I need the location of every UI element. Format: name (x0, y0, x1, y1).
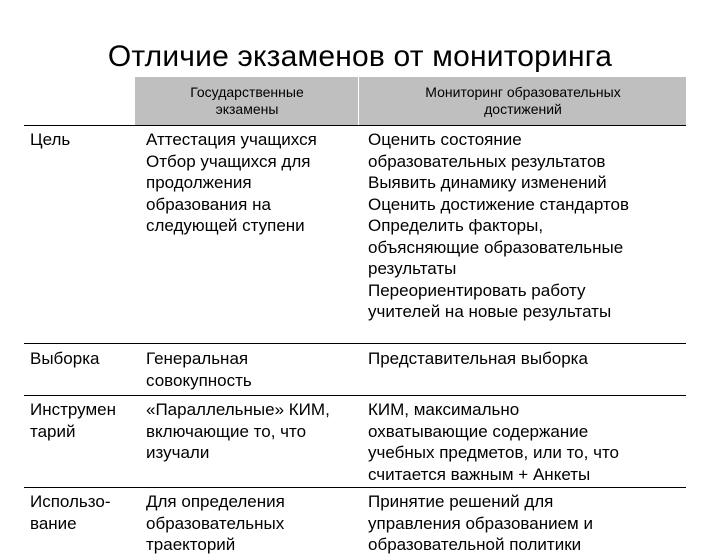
row-divider (24, 343, 686, 344)
cell-exams-usage: Для определения образовательных траекторий (146, 492, 285, 554)
cell-monitoring-usage: Принятие решений для управления образованием и образовательной политики (368, 492, 593, 554)
page-title: Отличие экзаменов от мониторинга (107, 40, 613, 73)
cell-monitoring-goal: Оценить состояние образовательных результатов Выявить динамику изменений Оценить достижение стандартов Определить факторы, объясняющие образовательные результаты Переориентировать работу учителей на новые результаты (368, 130, 629, 321)
row-label-sample: Выборка (30, 349, 100, 368)
row-divider (24, 395, 686, 396)
cell-monitoring-sample: Представительная выборка (368, 349, 588, 368)
row-label-tools: Инструмен тарий (30, 400, 116, 441)
header-divider-left (134, 77, 135, 125)
header-monitoring: Мониторинг образовательных достижений (425, 84, 621, 117)
cell-exams-sample: Генеральная совокупность (146, 349, 252, 390)
header-exams: Государственные экзамены (190, 84, 304, 117)
cell-exams-goal: Аттестация учащихся Отбор учащихся для продолжения образования на следующей ступени (146, 130, 317, 235)
row-label-usage: Использо- вание (30, 492, 111, 533)
row-label-goal: Цель (30, 130, 71, 149)
row-divider (24, 125, 686, 126)
header-divider-middle (358, 77, 359, 125)
row-divider (24, 487, 686, 488)
cell-exams-tools: «Параллельные» КИМ, включающие то, что изучали (146, 400, 330, 462)
cell-monitoring-tools: КИМ, максимально охватывающие содержание учебных предметов, или то, что считается важным + Анкеты (368, 400, 619, 484)
